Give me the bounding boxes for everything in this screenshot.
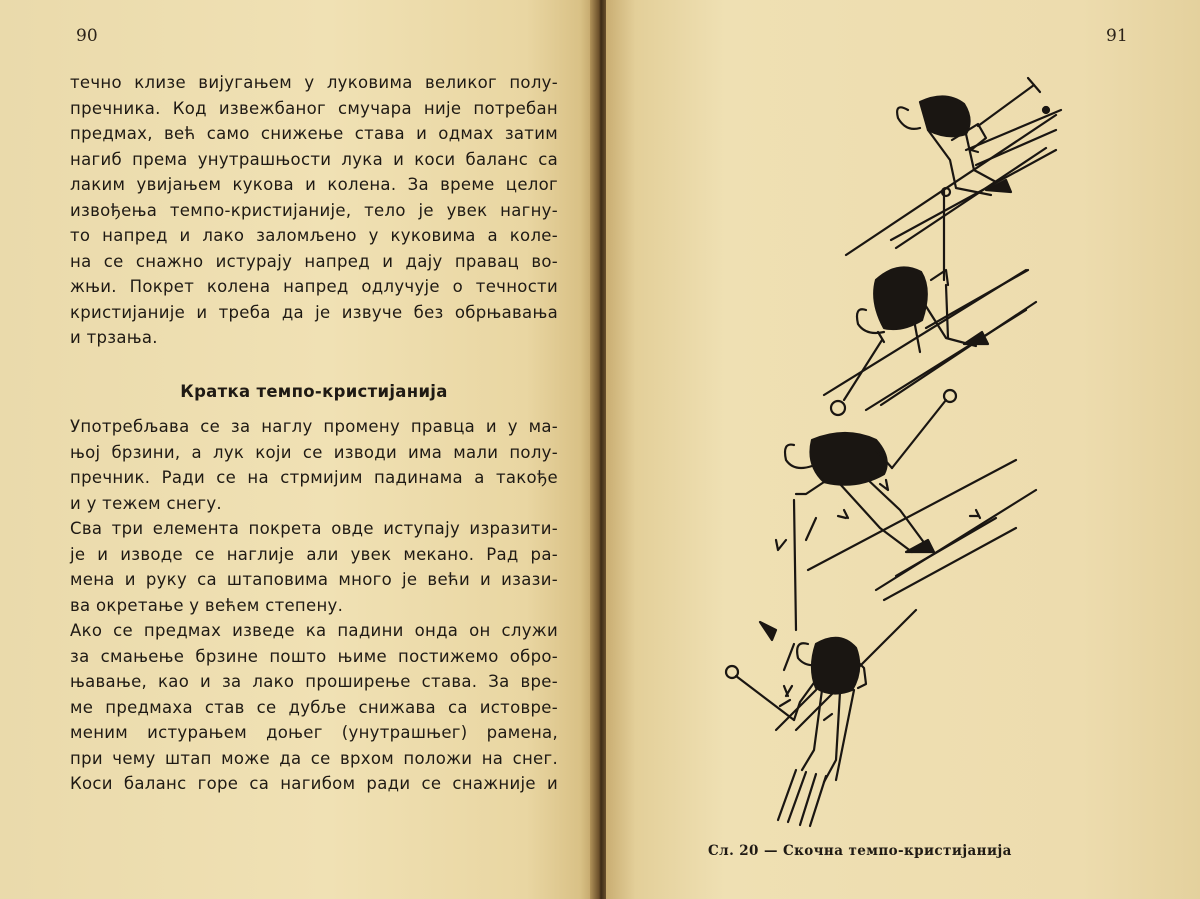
paragraph-3 [70, 516, 558, 618]
text-line: ва окретање у већем степену. [70, 595, 344, 615]
text-line: ме предмаха став се дубље снижава са истовре- [70, 697, 558, 717]
text-line: Сва три елемента покрета овде иступају изразити- [70, 519, 558, 538]
text-line: пречника. Код извежбаног смучара није потребан [70, 98, 558, 118]
right-page [606, 0, 1200, 899]
text-line: Употребљава се за наглу промену правца и у ма- [70, 417, 558, 436]
text-line: жњи. Покрет колена напред одлучује о течности [70, 277, 558, 296]
text-line: Коси баланс горе са нагибом ради се снажније и [70, 774, 558, 793]
page-number-left: 90 [76, 26, 98, 46]
text-line: то напред и лако заломљено у куковима а коле- [70, 226, 558, 245]
text-line: њавање, као и за лако проширење става. За вре- [70, 672, 558, 691]
paragraph-1 [70, 70, 558, 351]
body-text [70, 70, 558, 797]
text-line: на се снажно истурају напред и дају правац во- [70, 251, 558, 271]
section-heading: Кратка темпо-кристијанија [180, 381, 448, 401]
text-line: и у тежем снегу. [70, 493, 222, 513]
paragraph-4 [70, 618, 558, 797]
skier-figure-4 [726, 610, 916, 826]
text-line: меним истурањем доњег (унутрашњег) рамена, [70, 723, 558, 742]
text-line: њој брзини, а лук који се изводи има мали полу- [70, 442, 558, 462]
text-line: Ако се предмах изведе ка падини онда он служи [70, 621, 558, 640]
text-line: нагиб према унутрашњости лука и коси баланс са [70, 149, 558, 169]
skier-figure-1 [846, 78, 1061, 280]
text-line: предмах, већ само снижење става и одмах затим [70, 124, 558, 143]
text-line: је и изводе се наглије али увек мекано. Рад ра- [70, 544, 558, 564]
skier-figure-2 [824, 268, 1036, 416]
text-line: лаким увијањем кукова и колена. За време целог [70, 175, 558, 194]
text-line: пречник. Ради се на стрмијим падинама а такође [70, 468, 558, 487]
skier-figure-3 [776, 390, 1036, 630]
text-line: за смањење брзине пошто њиме постижемо обро- [70, 646, 558, 666]
skier-sequence-illustration [716, 70, 1186, 840]
text-line: мена и руку са штаповима много је већи и изази- [70, 570, 558, 589]
left-page [0, 0, 598, 899]
text-line: при чему штап може да се врхом положи на снег. [70, 748, 558, 768]
text-line: кристијаније и треба да је извуче без обрњавања [70, 302, 558, 322]
page-number-right: 91 [1106, 26, 1128, 46]
figure-caption: Сл. 20 — Скочна темпо-кристијанија [708, 843, 1012, 859]
text-line: течно клизе вијугањем у луковима великог полу- [70, 73, 558, 92]
text-line: и трзања. [70, 328, 158, 347]
text-line: извођења темпо-кристијаније, тело је увек нагну- [70, 200, 558, 220]
paragraph-2 [70, 414, 558, 516]
